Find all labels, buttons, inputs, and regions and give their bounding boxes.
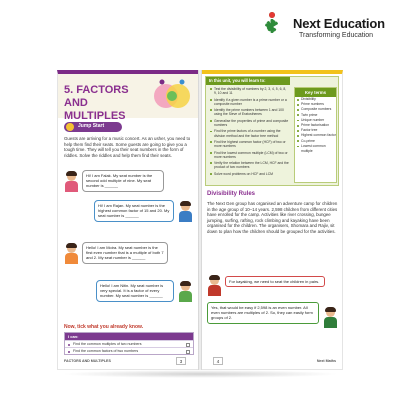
tick-checkbox[interactable] <box>186 350 190 354</box>
logo-tagline: Transforming Education <box>299 32 374 39</box>
section-title: Divisibility Rules <box>207 191 256 197</box>
right-page <box>201 70 343 370</box>
jump-start-label: Jump Start <box>78 123 105 129</box>
self-check-head: I can: <box>65 333 193 340</box>
objective-item <box>209 98 289 106</box>
objective-text: Solve word problems on HCF and LCM <box>214 171 273 176</box>
star-icon <box>66 123 74 131</box>
speech-bubble-nitin: Hello! I am Nitin. My seat number is very special. It is a factor of every number. My seat number is ______ <box>96 280 174 302</box>
book-shadow <box>61 370 339 378</box>
key-term-text: Twin prime <box>301 112 318 117</box>
logo-name: Next Education <box>293 16 385 31</box>
right-page-number: 4 <box>213 357 223 365</box>
child-illustration-nitin <box>178 282 192 302</box>
next-education-logo <box>255 6 395 50</box>
logo-figure-icon <box>255 10 289 44</box>
speech-bubble-moira: Hello! I am Moira. My seat number is the first even number that is a multiple of both 7 and 2. My seat number is ______ <box>82 242 168 264</box>
section-paragraph: The Next Gen group has organised an adventure camp for children in the age group of 10–14 years. 2,598 children from different cities have enrolled for the camp. Activities like river crossing, bungee jumping, surfing, rafting, rock climbing and kayaking have been organised for the children. The organisers, Shomara and Rajiv, sit down to plan how the children should be grouped for the activities. <box>207 201 338 234</box>
objectives-heading: In this unit, you will learn to: <box>206 77 290 85</box>
objective-item <box>209 161 289 169</box>
objective-item <box>209 87 289 95</box>
speech-bubble-even-numbers: Yes, that would be easy if 2,598 is an even number. All even numbers are multiples of 2. So, they can easily form groups of 2. <box>207 302 319 324</box>
left-page <box>57 70 199 370</box>
left-page-number: 3 <box>176 357 186 365</box>
objective-text: Find the lowest common multiple (LCM) of two or more numbers <box>214 150 288 159</box>
objective-item <box>209 151 289 159</box>
chapter-title: 5. FACTORS AND MULTIPLES <box>64 84 129 122</box>
organiser-illustration-shomara <box>207 276 221 296</box>
objective-text: Verify the relation between the LCM, HCF and the product of two numbers <box>214 161 289 170</box>
self-check-row <box>65 340 193 347</box>
objective-text: Find the prime factors of a number using the division method and the factor tree method <box>214 129 281 138</box>
jump-start-tag <box>64 122 122 132</box>
objective-text: Find the highest common factor (HCF) of two or more numbers <box>214 139 286 149</box>
intro-paragraph: Guests are arriving for a music concert. As an usher, you need to help them find their seats. Some guests are going to give you a tough time. They will tell you their seat numbers in the form of riddles. Solve the riddles and help them find their seats. <box>64 136 191 158</box>
self-check-row-label: Find the common multiples of two numbers <box>73 342 142 346</box>
speech-bubble-rajan: Hi! I am Rajan. My seat number is the highest common factor of 15 and 20. My seat number is ______ <box>94 200 174 222</box>
objective-text: Identify if a given number is a prime number or a composite number <box>214 97 287 106</box>
child-illustration-rajan <box>178 202 192 222</box>
key-term-text: Factor tree <box>301 128 318 133</box>
self-check-table <box>64 332 194 355</box>
book-spread <box>57 70 343 382</box>
chapter-header <box>58 74 198 122</box>
child-illustration-moira <box>64 244 78 264</box>
speech-bubble-falak: Hi! I am Falak. My seat number is the second odd multiple of nine. My seat number is ______ <box>82 170 164 192</box>
objective-text: Test the divisibility of numbers by 2, 3, 4, 5, 6, 8, 9, 10 and 11 <box>214 87 287 96</box>
key-term-text: Prime factorisation <box>301 123 330 128</box>
key-term <box>295 144 336 154</box>
objectives-list <box>209 87 289 178</box>
key-terms-box <box>294 87 337 183</box>
key-term-text: Highest common factor <box>301 133 336 138</box>
child-illustration-falak <box>64 172 78 192</box>
right-page-footer: Next Maths <box>316 359 336 363</box>
key-terms-heading: Key terms <box>295 88 336 97</box>
speech-bubble-kayaking: For kayaking, we need to seat the children in pairs. <box>225 276 325 287</box>
objective-item <box>209 140 289 148</box>
key-term-text: Divisibility <box>301 97 316 101</box>
key-term-text: Unique number <box>301 117 325 122</box>
objective-text: Identify the prime numbers between 1 and 100 using the Sieve of Eratosthenes <box>214 108 284 117</box>
tick-heading: Now, tick what you already know. <box>64 324 144 330</box>
objective-item <box>209 172 289 176</box>
key-term-text: Prime numbers <box>301 102 324 107</box>
venn-diagram-icon <box>150 78 194 112</box>
key-term-text: Co-prime <box>301 138 315 143</box>
self-check-row <box>65 347 193 354</box>
key-term-text: Composite numbers <box>301 107 332 112</box>
objective-text: Generalise the properties of prime and composite numbers <box>214 118 289 127</box>
self-check-row-label: Find the common factors of two numbers <box>73 349 139 353</box>
tick-checkbox[interactable] <box>186 343 190 347</box>
book-spine <box>198 70 202 370</box>
learning-objectives-box <box>205 76 339 186</box>
organiser-illustration-rajiv <box>323 308 337 328</box>
objective-item <box>209 129 289 137</box>
objective-item <box>209 119 289 127</box>
objective-item <box>209 108 289 116</box>
left-page-footer: FACTORS AND MULTIPLES <box>64 359 111 363</box>
key-term-text: Lowest common multiple <box>301 143 326 154</box>
